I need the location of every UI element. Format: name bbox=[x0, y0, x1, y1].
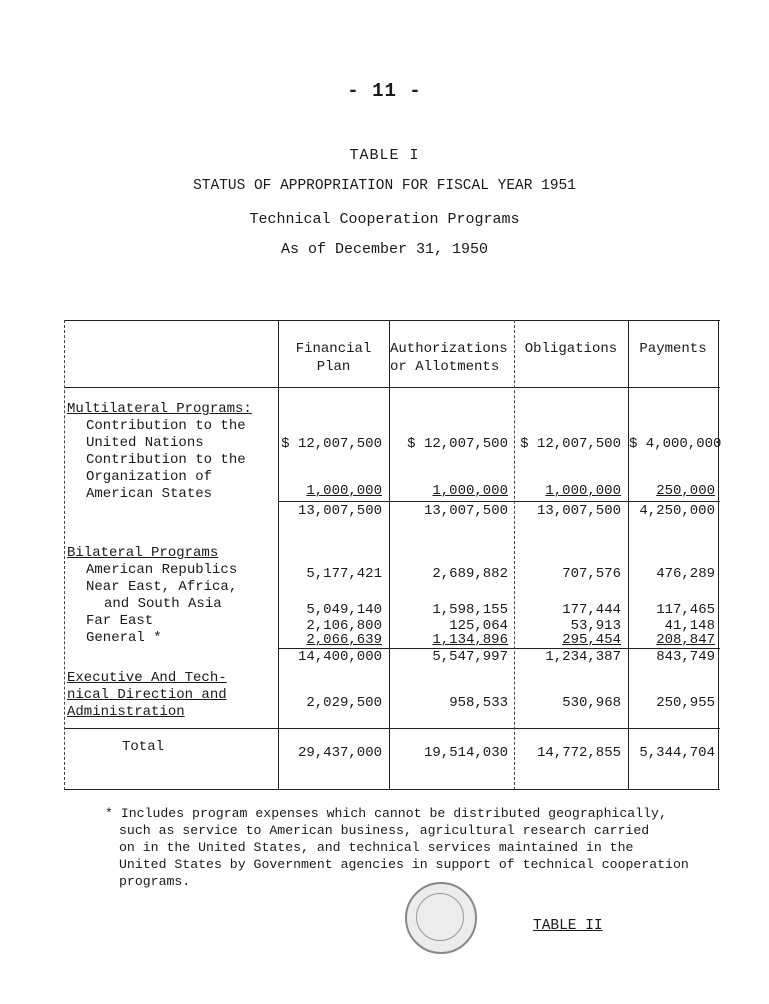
general-payments: 208,847 bbox=[656, 632, 715, 648]
un-authorizations: $ 12,007,500 bbox=[407, 436, 508, 452]
footnote bbox=[105, 805, 725, 890]
executive-payments: 250,955 bbox=[656, 695, 715, 711]
header-rule bbox=[64, 387, 720, 388]
executive-obligations: 530,968 bbox=[562, 695, 621, 711]
bilateral-subtotal-authorizations: 5,547,997 bbox=[432, 649, 508, 665]
document-subtitle: Technical Cooperation Programs bbox=[249, 211, 520, 228]
total-financial-plan: 29,437,000 bbox=[297, 745, 382, 761]
header-obligations: Obligations bbox=[524, 341, 618, 357]
right-border bbox=[718, 320, 719, 790]
archive-stamp-icon bbox=[405, 882, 477, 954]
oas-obligations: 1,000,000 bbox=[545, 483, 621, 499]
un-obligations: $ 12,007,500 bbox=[520, 436, 621, 452]
multilateral-subtotal-payments: 4,250,000 bbox=[639, 503, 715, 519]
page-number: - 11 - bbox=[347, 80, 422, 102]
american-republics-obligations: 707,576 bbox=[562, 566, 621, 582]
multilateral-subtotal-obligations: 13,007,500 bbox=[536, 503, 621, 519]
oas-authorizations: 1,000,000 bbox=[432, 483, 508, 499]
bilateral-heading: Bilateral Programs bbox=[67, 545, 219, 561]
bilateral-label-general: General * bbox=[86, 630, 162, 646]
far-east-payments: 41,148 bbox=[664, 618, 715, 634]
multilateral-subtotal-financial-plan: 13,007,500 bbox=[297, 503, 382, 519]
footnote-text: * Includes program expenses which cannot be distributed geographically, such as service to American business, agricultural research carried on in the United States, and technical services maintained in the United States by Government agencies in support of technical cooperation programs. bbox=[105, 806, 689, 889]
total-authorizations: 19,514,030 bbox=[423, 745, 508, 761]
table-bottom-rule bbox=[64, 789, 720, 790]
general-financial-plan: 2,066,639 bbox=[306, 632, 382, 648]
bilateral-label-near-east: Near East, Africa, and South Asia bbox=[86, 579, 238, 612]
near-east-financial-plan: 5,049,140 bbox=[306, 602, 382, 618]
total-rule bbox=[64, 728, 720, 729]
left-border bbox=[64, 320, 65, 790]
header-payments: Payments bbox=[639, 341, 707, 357]
col-divider-4 bbox=[628, 320, 629, 790]
header-authorizations: Authorizations or Allotments bbox=[390, 341, 508, 375]
bilateral-subtotal-obligations: 1,234,387 bbox=[545, 649, 621, 665]
bilateral-subtotal-financial-plan: 14,400,000 bbox=[297, 649, 382, 665]
american-republics-authorizations: 2,689,882 bbox=[432, 566, 508, 582]
next-table-label: TABLE II bbox=[533, 918, 603, 934]
far-east-financial-plan: 2,106,800 bbox=[306, 618, 382, 634]
stamp-inner-ring bbox=[416, 893, 464, 941]
col-divider-2 bbox=[389, 320, 390, 790]
oas-payments: 250,000 bbox=[656, 483, 715, 499]
bilateral-label-american-republics: American Republics bbox=[86, 562, 238, 578]
total-obligations: 14,772,855 bbox=[536, 745, 621, 761]
as-of-date: As of December 31, 1950 bbox=[280, 241, 489, 258]
multilateral-heading: Multilateral Programs: bbox=[67, 401, 252, 417]
bilateral-subtotal-payments: 843,749 bbox=[656, 649, 715, 665]
un-financial-plan: $ 12,007,500 bbox=[281, 436, 382, 452]
table-top-rule bbox=[64, 320, 720, 321]
bilateral-label-far-east: Far East bbox=[86, 613, 154, 629]
appropriation-table bbox=[64, 320, 720, 790]
far-east-obligations: 53,913 bbox=[570, 618, 621, 634]
table-label: TABLE I bbox=[349, 147, 420, 164]
un-payments: $ 4,000,000 bbox=[629, 436, 722, 452]
american-republics-payments: 476,289 bbox=[656, 566, 715, 582]
far-east-authorizations: 125,064 bbox=[449, 618, 508, 634]
multilateral-subtotal-rule bbox=[278, 501, 720, 502]
general-obligations: 295,454 bbox=[562, 632, 621, 648]
executive-direction-label: Executive And Tech- nical Direction and Administration bbox=[67, 670, 227, 720]
col-divider-3 bbox=[514, 320, 515, 790]
col-divider-1 bbox=[278, 320, 279, 790]
american-republics-financial-plan: 5,177,421 bbox=[306, 566, 382, 582]
executive-financial-plan: 2,029,500 bbox=[306, 695, 382, 711]
executive-authorizations: 958,533 bbox=[449, 695, 508, 711]
un-contribution-label: Contribution to the United Nations bbox=[86, 418, 246, 451]
near-east-obligations: 177,444 bbox=[562, 602, 621, 618]
header-financial-plan: Financial Plan bbox=[295, 341, 372, 375]
oas-contribution-label: Contribution to the Organization of American States bbox=[86, 452, 246, 502]
multilateral-subtotal-authorizations: 13,007,500 bbox=[423, 503, 508, 519]
near-east-authorizations: 1,598,155 bbox=[432, 602, 508, 618]
near-east-payments: 117,465 bbox=[656, 602, 715, 618]
total-label: Total bbox=[122, 739, 165, 755]
oas-financial-plan: 1,000,000 bbox=[306, 483, 382, 499]
total-payments: 5,344,704 bbox=[639, 745, 715, 761]
document-title: STATUS OF APPROPRIATION FOR FISCAL YEAR 1951 bbox=[193, 178, 576, 194]
general-authorizations: 1,134,896 bbox=[432, 632, 508, 648]
